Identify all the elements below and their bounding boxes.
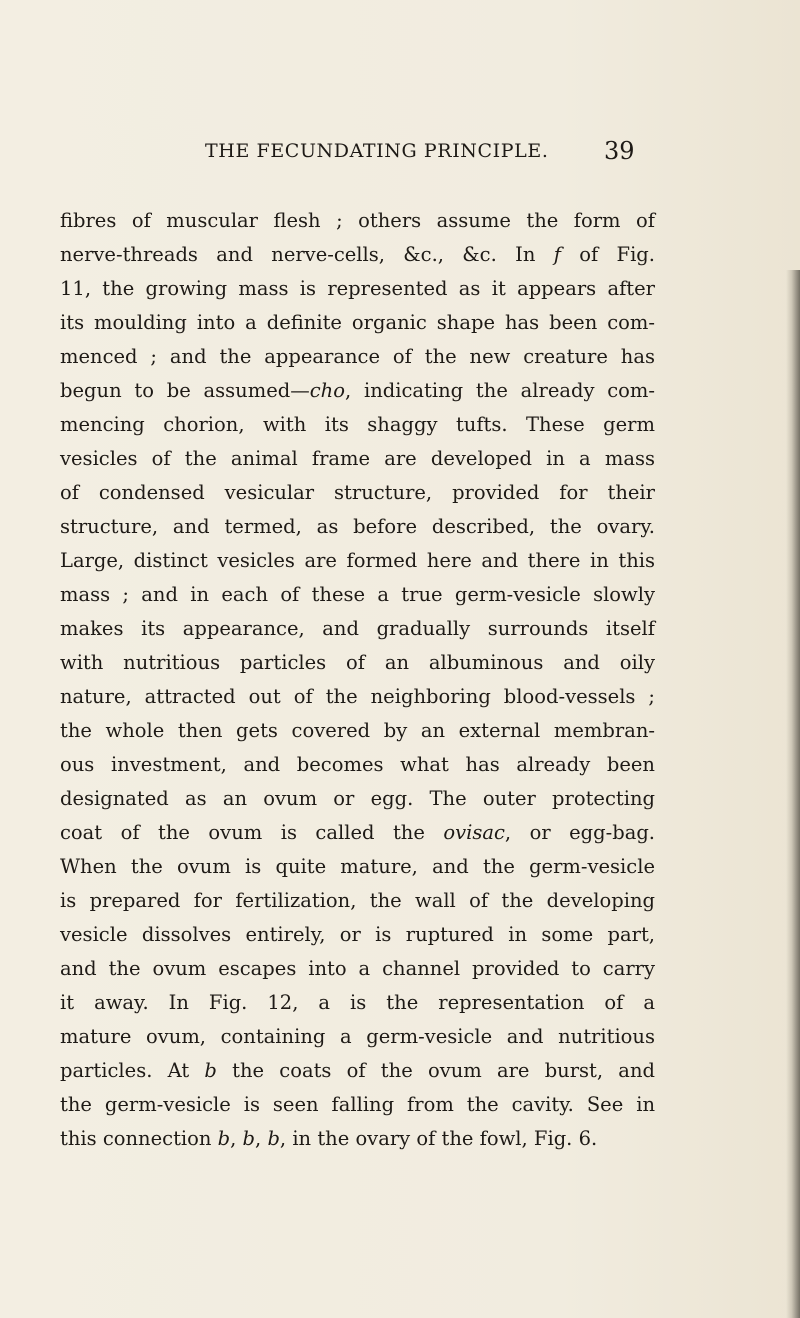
text-line: menced ; and the appearance of the new creature has — [60, 345, 655, 368]
text-line: coat of the ovum is called the ovisac, or egg-bag. — [60, 821, 655, 844]
page-edge-shadow — [786, 270, 800, 1318]
text-line: the germ-vesicle is seen falling from the cavity. See in — [60, 1093, 655, 1116]
page-number: 39 — [604, 137, 635, 165]
text-line: the whole then gets covered by an external membran- — [60, 719, 655, 742]
text-line: vesicles of the animal frame are developed in a mass — [60, 447, 655, 470]
text-line: vesicle dissolves entirely, or is ruptured in some part, — [60, 923, 655, 946]
text-line: and the ovum escapes into a channel provided to carry — [60, 957, 655, 980]
text-line: its moulding into a definite organic shape has been com- — [60, 311, 655, 334]
text-line: particles. At b the coats of the ovum are burst, and — [60, 1059, 655, 1082]
text-line: nerve-threads and nerve-cells, &c., &c. In f of Fig. — [60, 243, 655, 266]
text-line: it away. In Fig. 12, a is the representation of a — [60, 991, 655, 1014]
text-line: fibres of muscular flesh ; others assume the form of — [60, 209, 655, 232]
text-line: nature, attracted out of the neighboring blood-vessels ; — [60, 685, 655, 708]
text-line: When the ovum is quite mature, and the germ-vesicle — [60, 855, 655, 878]
text-line: is prepared for fertilization, the wall of the developing — [60, 889, 655, 912]
text-line: with nutritious particles of an albuminous and oily — [60, 651, 655, 674]
page-header — [0, 137, 800, 176]
text-line: this connection b, b, b, in the ovary of the fowl, Fig. 6. — [60, 1127, 598, 1150]
text-line: mencing chorion, with its shaggy tufts. These germ — [60, 413, 655, 436]
text-line: Large, distinct vesicles are formed here and there in this — [60, 549, 655, 572]
text-line: 11, the growing mass is represented as it appears after — [60, 277, 655, 300]
running-head: THE FECUNDATING PRINCIPLE. — [205, 140, 549, 162]
text-line: designated as an ovum or egg. The outer protecting — [60, 787, 655, 810]
text-line: begun to be assumed—cho, indicating the already com- — [60, 379, 655, 402]
text-line: mature ovum, containing a germ-vesicle and nutritious — [60, 1025, 655, 1048]
text-line: of condensed vesicular structure, provided for their — [60, 481, 655, 504]
text-line: mass ; and in each of these a true germ-vesicle slowly — [60, 583, 655, 606]
text-line: structure, and termed, as before described, the ovary. — [60, 515, 655, 538]
text-line: makes its appearance, and gradually surrounds itself — [60, 617, 655, 640]
text-line: ous investment, and becomes what has already been — [60, 753, 655, 776]
